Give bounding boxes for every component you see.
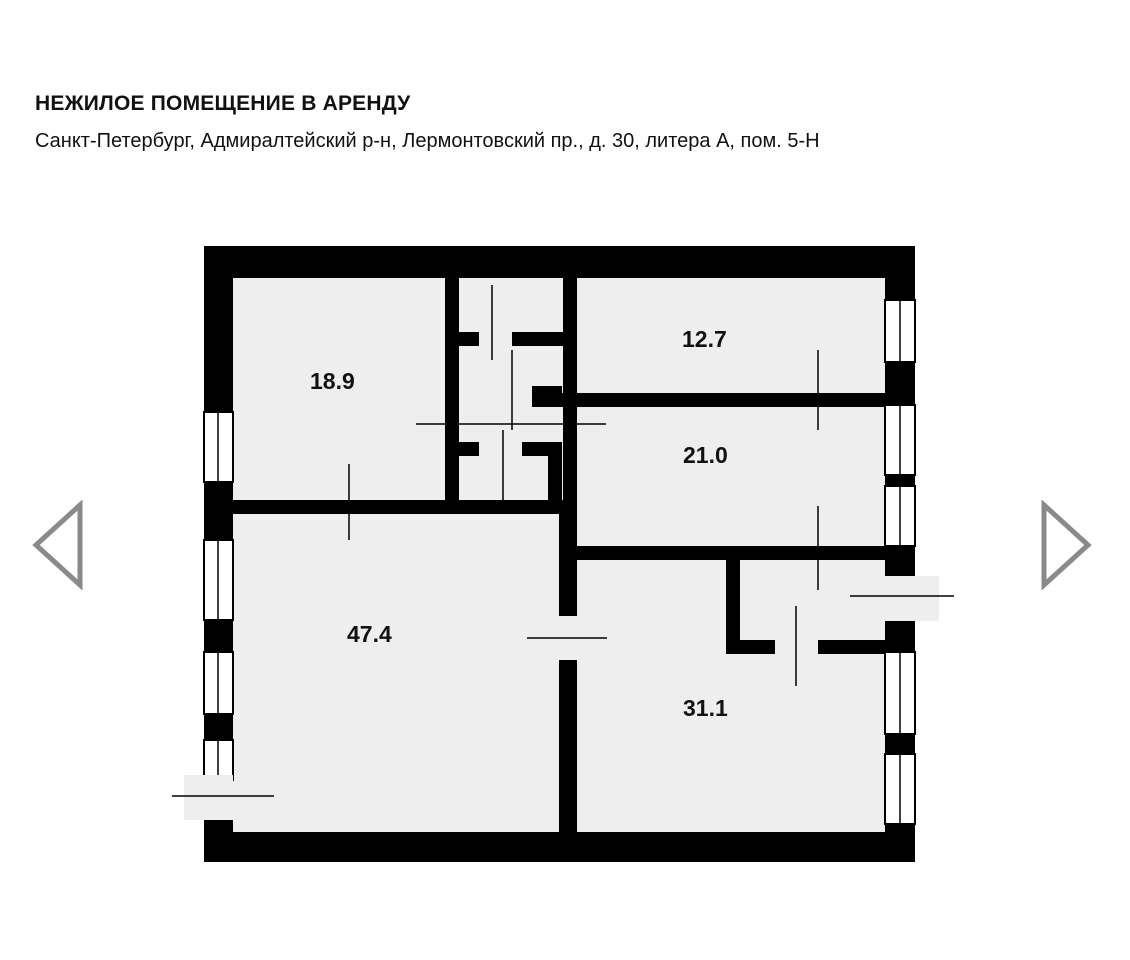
- page-title: НЕЖИЛОЕ ПОМЕЩЕНИЕ В АРЕНДУ: [35, 92, 411, 115]
- previous-image-button[interactable]: [28, 500, 88, 590]
- room-area-label: 18.9: [310, 368, 355, 394]
- chevron-left-icon: [28, 500, 88, 590]
- address-text: Санкт-Петербург, Адмиралтейский р-н, Лермонтовский пр., д. 30, литера А, пом. 5-Н: [35, 130, 820, 152]
- chevron-right-icon: [1036, 500, 1096, 590]
- room-area-label: 47.4: [347, 621, 392, 647]
- room-area-label: 21.0: [683, 442, 728, 468]
- room-area-label: 31.1: [683, 695, 728, 721]
- room-area-label: 12.7: [682, 326, 727, 352]
- next-image-button[interactable]: [1036, 500, 1096, 590]
